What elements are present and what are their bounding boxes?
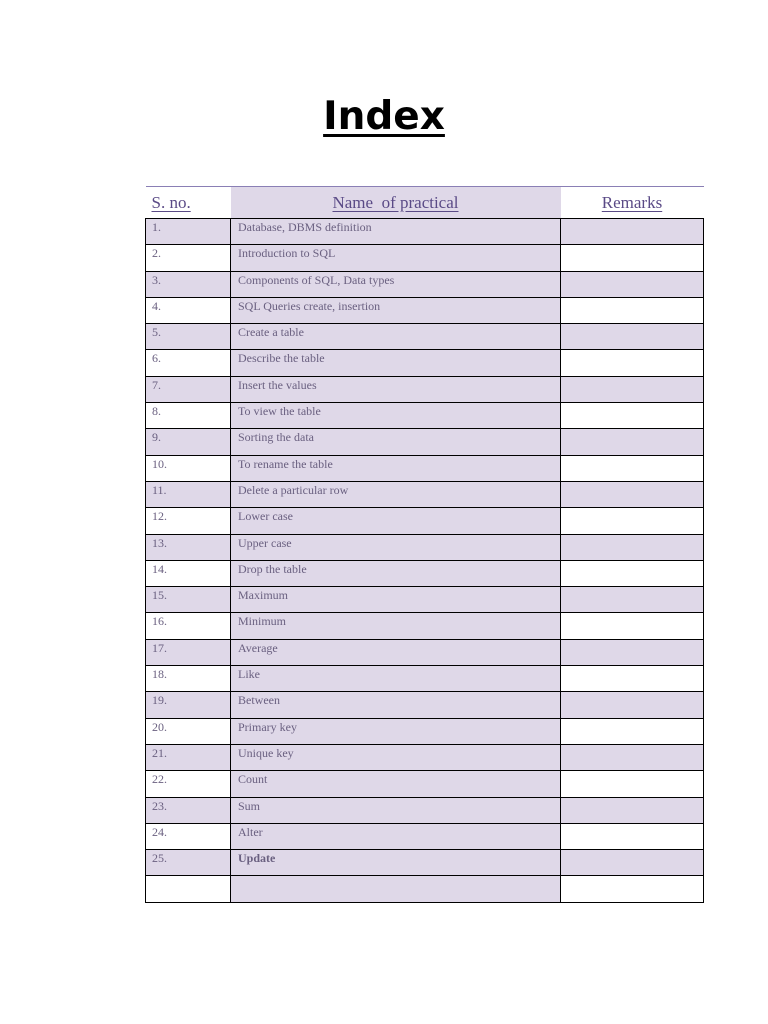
page-title: Index	[323, 94, 445, 139]
table-row	[146, 376, 704, 402]
row-sno: 15.	[146, 587, 231, 613]
row-sno: 24.	[146, 823, 231, 849]
header-remarks: Remarks	[561, 187, 704, 219]
row-remarks	[561, 744, 704, 770]
row-practical-name: Upper case	[231, 534, 561, 560]
row-sno: 12.	[146, 508, 231, 534]
table-row	[146, 481, 704, 507]
row-practical-name: Average	[231, 639, 561, 665]
row-sno: 14.	[146, 560, 231, 586]
row-remarks	[561, 823, 704, 849]
row-practical-name: Count	[231, 771, 561, 797]
practicals-index-table	[145, 186, 704, 903]
row-remarks	[561, 455, 704, 481]
row-practical-name: Unique key	[231, 744, 561, 770]
row-remarks	[561, 508, 704, 534]
row-remarks	[561, 350, 704, 376]
row-remarks	[561, 429, 704, 455]
row-remarks	[561, 534, 704, 560]
table-row	[146, 666, 704, 692]
row-practical-name: Database, DBMS definition	[231, 219, 561, 245]
row-remarks	[561, 771, 704, 797]
row-practical-name: Components of SQL, Data types	[231, 271, 561, 297]
table-row	[146, 297, 704, 323]
row-sno: 18.	[146, 666, 231, 692]
header-sno: S. no.	[146, 187, 231, 219]
table-row	[146, 271, 704, 297]
row-remarks	[561, 376, 704, 402]
row-practical-name: Primary key	[231, 718, 561, 744]
table-row	[146, 403, 704, 429]
table-row	[146, 429, 704, 455]
row-practical-name: Update	[231, 850, 561, 876]
table-row	[146, 692, 704, 718]
row-sno: 17.	[146, 639, 231, 665]
row-sno: 13.	[146, 534, 231, 560]
row-sno: 21.	[146, 744, 231, 770]
row-remarks	[561, 219, 704, 245]
row-practical-name: Delete a particular row	[231, 481, 561, 507]
row-sno: 1.	[146, 219, 231, 245]
row-practical-name: Maximum	[231, 587, 561, 613]
table-header-row	[146, 187, 704, 219]
row-practical-name: Describe the table	[231, 350, 561, 376]
row-sno: 3.	[146, 271, 231, 297]
row-remarks	[561, 560, 704, 586]
row-sno: 2.	[146, 245, 231, 271]
row-practical-name: Sorting the data	[231, 429, 561, 455]
table-row	[146, 613, 704, 639]
row-practical-name: Minimum	[231, 613, 561, 639]
table-row	[146, 245, 704, 271]
row-remarks	[561, 718, 704, 744]
row-remarks	[561, 271, 704, 297]
row-remarks	[561, 324, 704, 350]
table-row	[146, 876, 704, 902]
row-practical-name: Like	[231, 666, 561, 692]
row-practical-name: Between	[231, 692, 561, 718]
row-sno: 5.	[146, 324, 231, 350]
header-name-of-practical: Name of practical	[231, 187, 561, 219]
row-practical-name: Drop the table	[231, 560, 561, 586]
row-sno: 22.	[146, 771, 231, 797]
row-remarks	[561, 297, 704, 323]
row-sno: 20.	[146, 718, 231, 744]
row-practical-name: Create a table	[231, 324, 561, 350]
row-practical-name: To rename the table	[231, 455, 561, 481]
row-remarks	[561, 481, 704, 507]
row-remarks	[561, 613, 704, 639]
row-sno: 25.	[146, 850, 231, 876]
row-practical-name: Insert the values	[231, 376, 561, 402]
row-practical-name: Alter	[231, 823, 561, 849]
table-row	[146, 324, 704, 350]
table-row	[146, 823, 704, 849]
table-row	[146, 797, 704, 823]
row-sno	[146, 876, 231, 902]
row-sno: 7.	[146, 376, 231, 402]
row-sno: 10.	[146, 455, 231, 481]
row-practical-name: Sum	[231, 797, 561, 823]
table-row	[146, 744, 704, 770]
table-row	[146, 219, 704, 245]
row-sno: 16.	[146, 613, 231, 639]
table-row	[146, 718, 704, 744]
row-sno: 19.	[146, 692, 231, 718]
row-sno: 9.	[146, 429, 231, 455]
row-practical-name: To view the table	[231, 403, 561, 429]
row-remarks	[561, 850, 704, 876]
table-row	[146, 639, 704, 665]
row-practical-name: Introduction to SQL	[231, 245, 561, 271]
table-row	[146, 350, 704, 376]
table-row	[146, 771, 704, 797]
row-sno: 6.	[146, 350, 231, 376]
row-sno: 11.	[146, 481, 231, 507]
row-sno: 8.	[146, 403, 231, 429]
row-remarks	[561, 692, 704, 718]
table-row	[146, 560, 704, 586]
row-remarks	[561, 403, 704, 429]
row-remarks	[561, 876, 704, 902]
row-remarks	[561, 587, 704, 613]
row-remarks	[561, 245, 704, 271]
row-practical-name: SQL Queries create, insertion	[231, 297, 561, 323]
row-remarks	[561, 639, 704, 665]
row-remarks	[561, 797, 704, 823]
row-sno: 4.	[146, 297, 231, 323]
table-body	[146, 219, 704, 903]
table-row	[146, 850, 704, 876]
table-row	[146, 534, 704, 560]
table-row	[146, 455, 704, 481]
table-row	[146, 587, 704, 613]
row-remarks	[561, 666, 704, 692]
row-sno: 23.	[146, 797, 231, 823]
table-row	[146, 508, 704, 534]
row-practical-name: Lower case	[231, 508, 561, 534]
row-practical-name	[231, 876, 561, 902]
